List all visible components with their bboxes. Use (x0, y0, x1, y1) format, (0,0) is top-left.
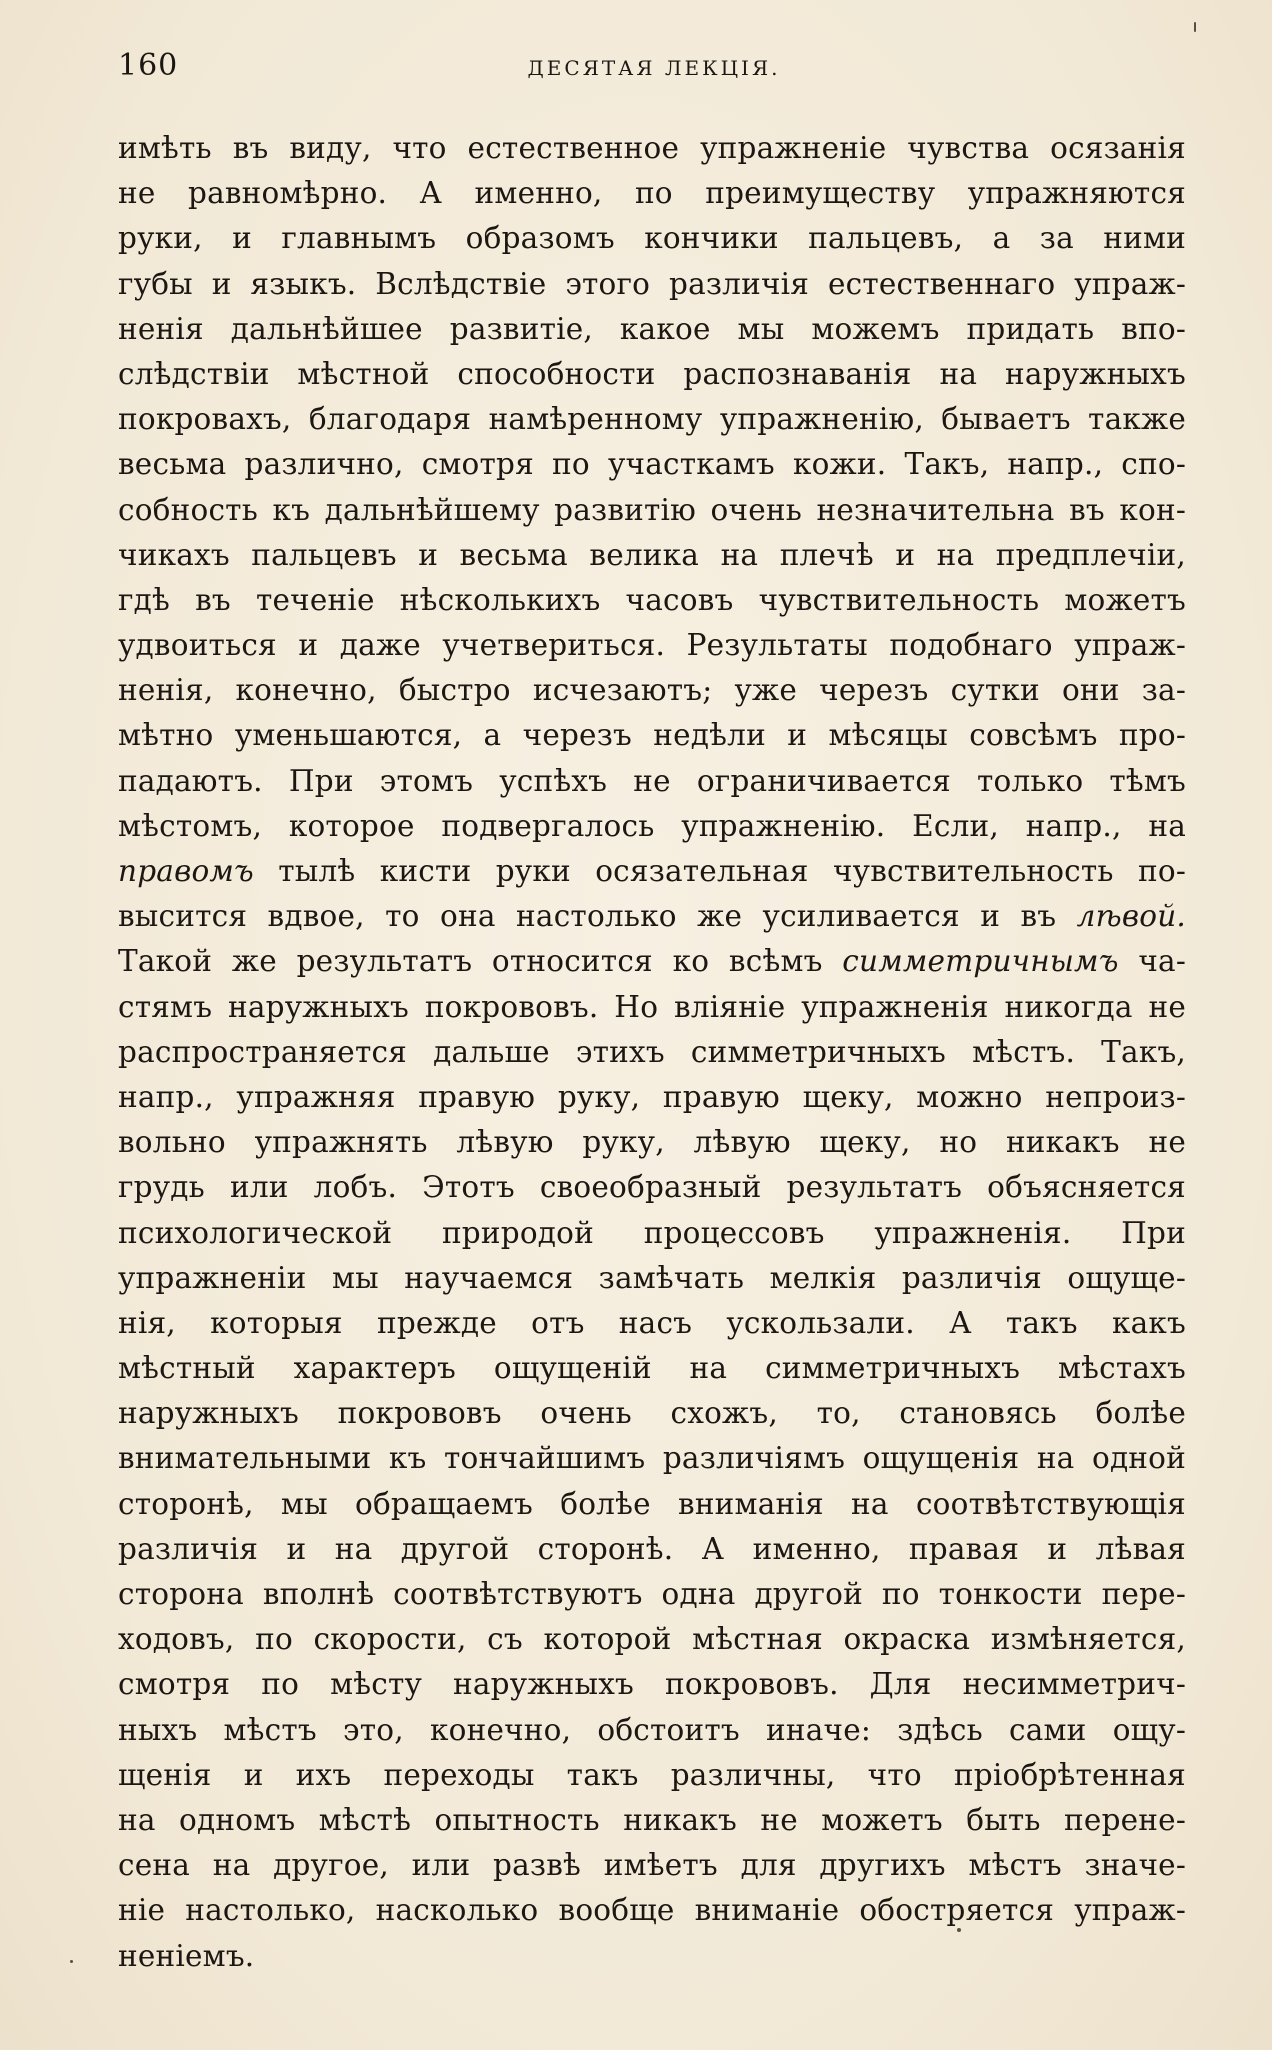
text-line: руки, и главнымъ образомъ кончики пальцевъ, а за ними (118, 221, 1186, 256)
text-line: имѣть въ виду, что естественное упражненіе чувства осязанія (118, 131, 1186, 165)
text-line: сторона вполнѣ соотвѣтствуютъ одна другой по тонкости пере- (118, 1577, 1186, 1611)
text-line: не равномѣрно. А именно, по преимуществу упражняются (118, 176, 1186, 211)
text-line: удвоиться и даже учетвериться. Результаты подобнаго упраж- (118, 628, 1186, 663)
text-line: щенія и ихъ переходы такъ различны, что пріобрѣтенная (118, 1757, 1186, 1792)
text-line: стямъ наружныхъ покрововъ. Но вліяніе упражненія никогда не (118, 989, 1186, 1024)
text-line-last: неніемъ. (118, 1938, 255, 1973)
italic-word: правомъ (118, 854, 254, 888)
text-line: покровахъ, благодаря намѣренному упражненію, бываетъ также (118, 402, 1186, 437)
text-line: нія, которыя прежде отъ насъ ускользали. А такъ какъ (118, 1305, 1186, 1340)
text-line: на одномъ мѣстѣ опытность никакъ не можетъ быть перене- (118, 1802, 1186, 1837)
body-text (118, 126, 1186, 1979)
text-line: сторонѣ, мы обращаемъ болѣе вниманія на соотвѣтствующія (118, 1486, 1186, 1521)
text-line: ненія дальнѣйшее развитіе, какое мы можемъ придать впо- (118, 311, 1186, 346)
text-line: ныхъ мѣстъ это, конечно, обстоитъ иначе: здѣсь сами ощу- (118, 1712, 1186, 1747)
text-line: губы и языкъ. Вслѣдствіе этого различія естественнаго упраж- (118, 266, 1186, 301)
text-line: весьма различно, смотря по участкамъ кожи. Такъ, напр., спо- (118, 447, 1186, 482)
text-line: ненія, конечно, быстро исчезаютъ; уже черезъ сутки они за- (118, 673, 1186, 708)
text-line: упражненіи мы научаемся замѣчать мелкія различія ощуще- (118, 1260, 1186, 1295)
paper-speck (70, 1960, 73, 1963)
running-title: ДЕСЯТАЯ ЛЕКЦІЯ. (527, 56, 781, 80)
italic-word: симметричнымъ (842, 944, 1119, 979)
text-line: наружныхъ покрововъ очень схожъ, то, становясь болѣе (118, 1396, 1186, 1431)
text-line: сена на другое, или развѣ имѣетъ для другихъ мѣстъ значе- (118, 1848, 1186, 1883)
text-line: ніе настолько, насколько вообще вниманіе обостряется упраж- (118, 1893, 1186, 1928)
italic-word: лѣвой. (1076, 899, 1186, 934)
text-line: внимательными къ тончайшимъ различіямъ ощущенія на одной (118, 1441, 1186, 1476)
text-line: мѣстомъ, которое подвергалось упражненію. Если, напр., на (118, 808, 1186, 843)
text-line: грудь или лобъ. Этотъ своеобразный результатъ объясняется (118, 1170, 1186, 1205)
paper-speck (957, 1928, 961, 1932)
text-line: распространяется дальше этихъ симметричныхъ мѣстъ. Такъ, (118, 1034, 1186, 1069)
line-text: ча- (1118, 944, 1186, 979)
text-line: чикахъ пальцевъ и весьма велика на плечѣ и на предплечіи, (118, 537, 1186, 572)
text-line: гдѣ въ теченіе нѣсколькихъ часовъ чувствительность можетъ (118, 582, 1186, 617)
line-text: высится вдвое, то она настолько же усиливается и въ (118, 899, 1077, 934)
text-line: смотря по мѣсту наружныхъ покрововъ. Для несимметрич- (118, 1667, 1186, 1702)
text-line-mixed (118, 849, 1186, 894)
page-header (118, 48, 1190, 98)
text-line: ходовъ, по скорости, съ которой мѣстная окраска измѣняется, (118, 1622, 1186, 1657)
text-line: слѣдствіи мѣстной способности распознаванія на наружныхъ (118, 356, 1186, 391)
line-text: Такой же результатъ относится ко всѣмъ (118, 944, 843, 979)
text-line-mixed (118, 939, 1186, 984)
text-line: падаютъ. При этомъ успѣхъ не ограничивается только тѣмъ (118, 763, 1186, 798)
text-line-mixed (118, 894, 1186, 939)
text-line: напр., упражняя правую руку, правую щеку, можно непроиз- (118, 1079, 1186, 1114)
text-line: вольно упражнять лѣвую руку, лѣвую щеку, но никакъ не (118, 1125, 1186, 1160)
text-line: мѣстный характеръ ощущеній на симметричныхъ мѣстахъ (118, 1351, 1186, 1386)
text-line: собность къ дальнѣйшему развитію очень незначительна въ кон- (118, 492, 1186, 527)
page-number: 160 (118, 48, 179, 83)
paper-speck (1194, 22, 1196, 32)
line-text: тылѣ кисти руки осязательная чувствительность по- (253, 854, 1186, 888)
text-line: психологической природой процессовъ упражненія. При (118, 1215, 1186, 1250)
text-line: различія и на другой сторонѣ. А именно, правая и лѣвая (118, 1531, 1186, 1566)
text-line: мѣтно уменьшаются, а черезъ недѣли и мѣсяцы совсѣмъ про- (118, 718, 1186, 753)
